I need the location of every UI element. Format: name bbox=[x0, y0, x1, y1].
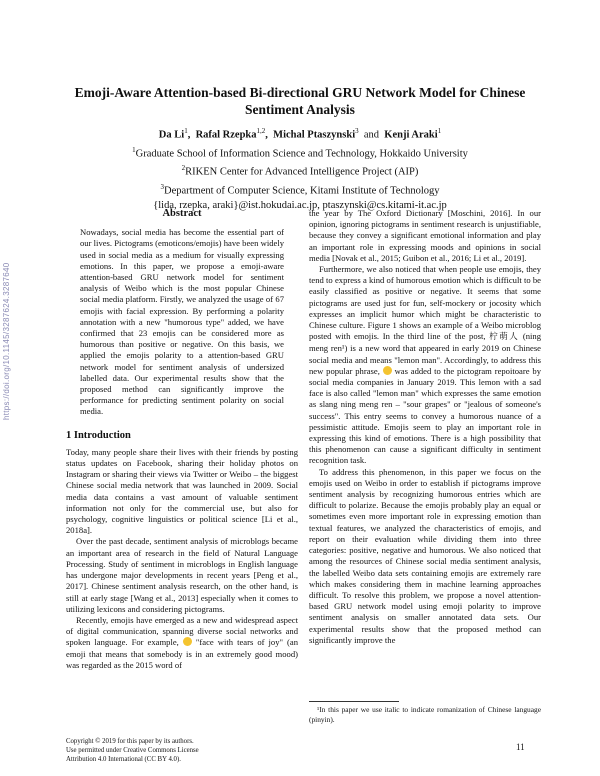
author-emails: {lida, rzepka, araki}@ist.hokudai.ac.jp, ptaszynski@cs.kitami-it.ac.jp bbox=[153, 200, 447, 211]
author-4: Kenji Araki bbox=[384, 129, 438, 141]
tears-of-joy-emoji-icon bbox=[183, 637, 192, 646]
intro-paragraph-2: Over the past decade, sentiment analysis of microblogs became an important area of research in the field of Natural Language Processing. Study of sentiment in microblogs in English language has undergone major developments in recent years [Peng et al., 2017]. Chinese sentiment analysis research, on the other hand, is still at early stage [Wang et al., 2013] especially when it comes to utilizing lexicons and considering pictograms. bbox=[66, 536, 298, 614]
footnote-divider bbox=[309, 701, 399, 702]
lemon-man-emoji-icon bbox=[383, 366, 392, 375]
left-column bbox=[66, 208, 298, 671]
affiliation-1: $^1$Graduate School of Information Science and Technology, Hokkaido University bbox=[132, 145, 468, 159]
copyright-notice: Copyright © 2019 for this paper by its authors. Use permitted under Creative Commons License Attribution 4.0 International (CC BY 4.0). bbox=[66, 738, 199, 763]
affiliation-3: $^3$Department of Computer Science, Kitami Institute of Technology bbox=[160, 182, 440, 196]
intro-paragraph-1: Today, many people share their lives with their friends by posting status updates on Facebook, sharing their holiday photos on Instagram or sharing their views via Twitter or Weibo – the biggest Chinese social media network that was launched in 2009. Social media data contains a vast amount of valuable sentiment information not only for the commercial use, but also for psychology, cognitive linguistics or political science [Li et al., 2018a]. bbox=[66, 446, 298, 536]
footnote: ¹In this paper we use italic to indicate romanization of Chinese language (pinyin). bbox=[309, 705, 541, 724]
abstract-text: Nowadays, social media has become the essential part of our lives. Pictograms (emoticons/emojis) have been widely used in social media as a medium for visually expressing emotions. In this paper, we propose a emoji-aware attention-based GRU network model for sentiment analysis of Weibo which is the most popular Chinese social media platform. Firstly, we analyzed the usage of 67 emojis with facial expression. By performing a polarity annotation with a new "humorous type" added, we have confirmed that 23 emojis can be considered more as humorous than positive or negative. On this basis, we applied the emojis polarity to a attention-based GRU network model for sentiment analysis of undersized labelled data. Our experimental results show that the proposed method can significantly improve the performance for predicting sentiment polarity on social media. bbox=[80, 227, 284, 417]
right-paragraph-2: Furthermore, we also noticed that when people use emojis, they tend to express a kind of humorous emotion which is difficult to be easily classified as positive or negative. It seems that some pictograms are used just for fun, self-mockery or jocosity which expresses an implicit humor which might be characteristic to Chinese culture. Figure 1 shows an example of a Weibo microblog posted with emojis. In the third line of the post, 柠萌人 (ning meng ren¹) is a new word that appeared in early 2019 on Chinese social media and means "lemon man". Accordingly, to address this new popular phrase, was added to the pictogram repoitoare by social media companies in January 2019. This lemon with a sad face is also called "lemon man" which expresses the same emotion as slang ning meng ren – "sour grapes" or "jealous of someone's success". This entry seems to convey a humorous nuance of a pessimistic attitude. Emojis seem to play an important role in expressing this kind of emotions. There is a high possibility that this phenomenon can cause a significant difficulty in sentiment recognition task. bbox=[309, 264, 541, 466]
author-3: Michal Ptaszynski bbox=[273, 129, 356, 141]
author-names: Da Li$^1$, Rafal Rzepka$^{1,2}$, Michal Ptaszynski$^3$ and Kenji Araki$^1$ bbox=[158, 127, 442, 141]
section-heading-introduction: 1 Introduction bbox=[66, 429, 131, 441]
chinese-term: 柠萌人 bbox=[489, 332, 520, 343]
right-column bbox=[309, 208, 541, 646]
page-number: 11 bbox=[516, 742, 525, 752]
side-identifier: https://doi.org/10.1145/3287624.3287640 bbox=[2, 262, 11, 420]
paper-title: Emoji-Aware Attention-based Bi-directional GRU Network Model for Chinese Sentiment Analysis bbox=[74, 85, 526, 117]
author-block bbox=[60, 124, 540, 213]
author-1: Da Li bbox=[158, 129, 185, 141]
intro-paragraph-3: Recently, emojis have emerged as a new and widespread aspect of digital communication, spanning diverse social networks and spoken language. For example, "face with tears of joy" (an emoji that means that somebody is in an extremely good mood) was regarded as the 2015 word of bbox=[66, 614, 299, 670]
affiliation-2: $^2$RIKEN Center for Advanced Intelligence Project (AIP) bbox=[181, 164, 419, 178]
right-paragraph-3: To address this phenomenon, in this paper we focus on the emojis used on Weibo in order to establish if pictograms improve sentiment analysis by recognizing humorous entries which are difficult to polarize. Because the emojis probably play an equal or sometimes even more important role in expressing emotion than textual features, we analyzed the characteristics of emojis, and report on their evaluation while dividing them into three categories: positive, negative and humorous. We also noticed that among the resources of Chinese social media sentiment analysis, the labelled Weibo data sets containing emojis are extremely rare which makes considering them in machine learning approaches difficult. To resolve this problem, we propose a novel attention-based GRU network model using emoji polarity to improve sentiment analysis on smaller annotated data sets. Our experimental results show that the proposed method can significantly improve the bbox=[309, 466, 541, 645]
right-paragraph-1: the year by The Oxford Dictionary [Moschini, 2016]. In our opinion, ignoring pictograms in sentiment research is unjustifiable, because they convey a significant emotional information and play an important role in expressing moods and opinions in social media [Novak et al., 2015; Guibon et al., 2016; Li et al., 2019]. bbox=[309, 208, 541, 263]
abstract-heading: Abstract bbox=[162, 208, 202, 219]
author-2: Rafal Rzepka bbox=[195, 129, 257, 141]
